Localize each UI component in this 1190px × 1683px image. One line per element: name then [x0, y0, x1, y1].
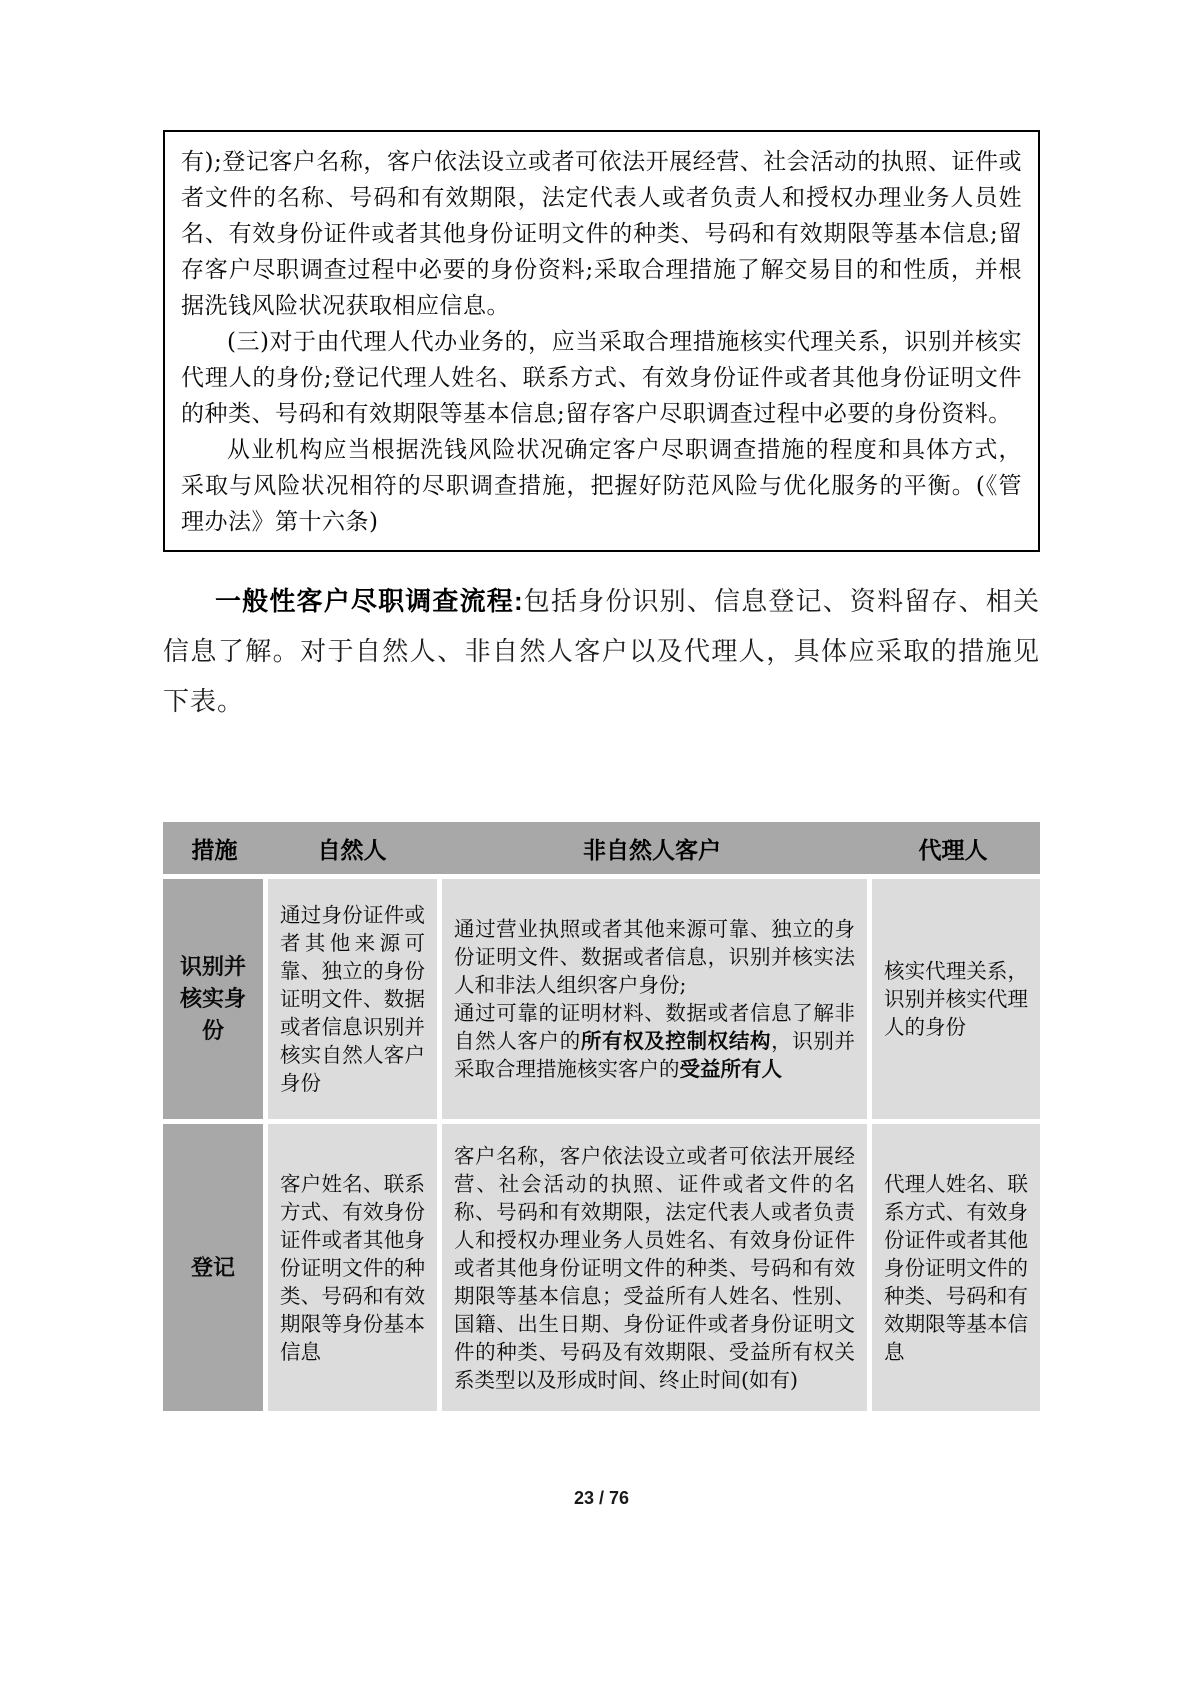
excerpt-paragraph-3: 从业机构应当根据洗钱风险状况确定客户尽职调查措施的程度和具体方式，采取与风险状况相符的尽职调查措施，把握好防范风险与优化服务的平衡。(《管理办法》第十六条)	[181, 437, 1022, 535]
header-agent: 代理人	[918, 836, 988, 863]
page-content	[163, 130, 1040, 1411]
row1-nn-p2-bold-ownership: 所有权及控制权结构	[580, 1029, 772, 1053]
intro-paragraph	[163, 576, 1040, 726]
header-natural-person: 自然人	[317, 836, 387, 863]
row2-agent-cell: 代理人姓名、联系方式、有效身份证件或者其他身份证明文件的种类、号码和有效期限等基本信息	[872, 1124, 1040, 1411]
excerpt-paragraph-2: (三)对于由代理人代办业务的，应当采取合理措施核实代理关系，识别并核实代理人的身份;登记代理人姓名、联系方式、有效身份证件或者其他身份证明文件的种类、号码和有效期限等基本信息;留存客户尽职调查过程中必要的身份资料。	[181, 329, 1022, 427]
regulation-excerpt-box	[163, 130, 1040, 552]
row1-natural-person-cell: 通过身份证件或者其他来源可靠、独立的身份证明文件、数据或者信息识别并核实自然人客户身份	[268, 879, 437, 1119]
intro-body-text: 包括身份识别、信息登记、资料留存、相关信息了解。对于自然人、非自然人客户以及代理人，具体应采取的措施见下表。	[163, 586, 1040, 716]
row2-non-natural-cell: 客户名称，客户依法设立或者可依法开展经营、社会活动的执照、证件或者文件的名称、号码和有效期限，法定代表人或者负责人和授权办理业务人员姓名、有效身份证件或者其他身份证明文件的种类、号码和有效期限等基本信息；受益所有人姓名、性别、国籍、出生日期、身份证件或者身份证明文件的种类、号码及有效期限、受益所有权关系类型以及形成时间、终止时间(如有)	[442, 1124, 867, 1411]
due-diligence-table	[163, 822, 1040, 1411]
row1-nn-p2-bold-beneficial-owner: 受益所有人	[679, 1057, 782, 1081]
excerpt-paragraph-1: 有);登记客户名称，客户依法设立或者可依法开展经营、社会活动的执照、证件或者文件的名称、号码和有效期限，法定代表人或者负责人和授权办理业务人员姓名、有效身份证件或者其他身份证明文件的种类、号码和有效期限等基本信息;留存客户尽职调查过程中必要的身份资料;采取合理措施了解交易目的和性质，并根据洗钱风险状况获取相应信息。	[181, 149, 1022, 319]
row2-measure-cell: 登记	[163, 1124, 263, 1411]
header-measure: 措施	[191, 836, 238, 863]
row1-non-natural-cell	[442, 879, 867, 1119]
page-number: 23 / 76	[573, 1488, 630, 1508]
row1-non-natural-paragraph-2	[454, 999, 855, 1083]
intro-lead-bold: 一般性客户尽职调查流程:	[215, 586, 524, 616]
row1-measure-cell: 识别并核实身份	[163, 879, 263, 1119]
row1-nn-p2-text-mid: ，识别并采取合理措施核实客户的	[454, 1029, 856, 1081]
row1-non-natural-paragraph-1: 通过营业执照或者其他来源可靠、独立的身份证明文件、数据或者信息，识别并核实法人和非法人组织客户身份;	[454, 917, 855, 997]
row1-nn-p2-text: 通过可靠的证明材料、数据或者信息了解非自然人客户的	[454, 1001, 855, 1053]
header-non-natural-customer: 非自然人客户	[583, 836, 721, 863]
row2-natural-person-cell: 客户姓名、联系方式、有效身份证件或者其他身份证明文件的种类、号码和有效期限等身份基本信息	[268, 1124, 437, 1411]
row1-agent-cell: 核实代理关系，识别并核实代理人的身份	[872, 879, 1040, 1119]
table-header-row	[163, 822, 1040, 874]
